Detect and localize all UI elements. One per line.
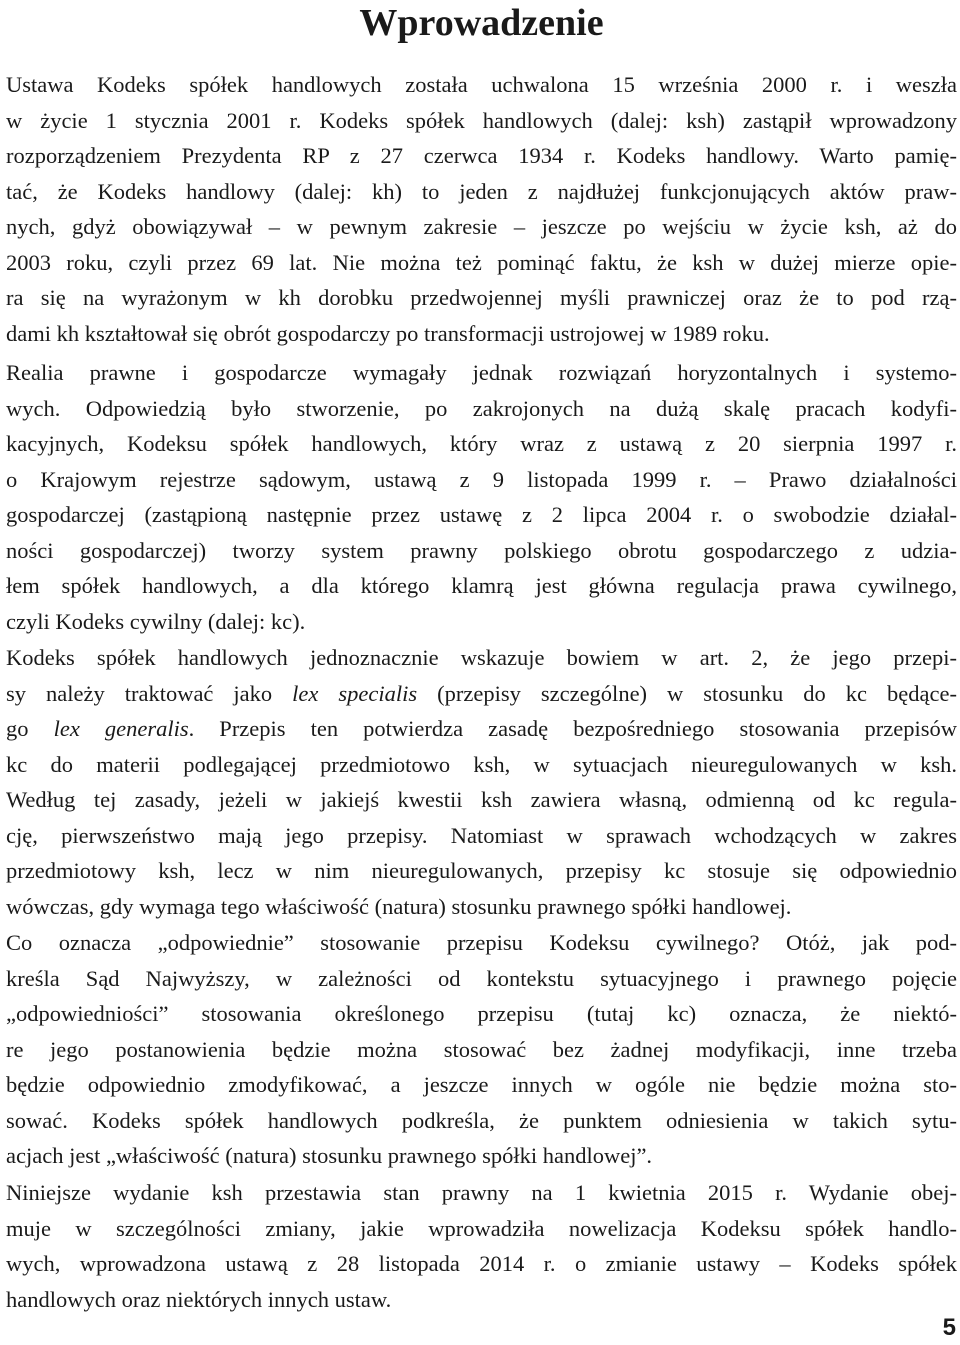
page-number: 5 <box>942 1314 956 1341</box>
text-line: kreśla Sąd Najwyższy, w zależności od kontekstu sytuacyjnego i prawnego pojęcie <box>6 965 957 991</box>
text-line: będzie odpowiednio zmodyfikować, a jeszcze innych w ogóle nie będzie można sto- <box>6 1072 957 1097</box>
document-page <box>6 0 957 1312</box>
text-line: muje w szczególności zmiany, jakie wprowadziła nowelizacja Kodeksu spółek handlo- <box>6 1215 957 1241</box>
text-line: nych, gdyż obowiązywał – w pewnym zakresie – jeszcze po wejściu w życie ksh, aż do <box>6 214 957 239</box>
text-line: łem spółek handlowych, a dla którego klamrą jest główna regulacja prawa cywilnego, <box>6 573 957 598</box>
text-line: Według tej zasady, jeżeli w jakiejś kwestii ksh zawiera własną, odmienną od kc regula- <box>6 787 957 812</box>
text-line: wówczas, gdy wymaga tego właściwość (natura) stosunku prawnego spółki handlowej. <box>6 893 792 919</box>
text-line: go lex generalis. Przepis ten potwierdza zasadę bezpośredniego stosowania przepisów <box>6 716 957 741</box>
text-line: Realia prawne i gospodarcze wymagały jednak rozwiązań horyzontalnych i systemo- <box>6 360 957 385</box>
paragraph-2 <box>6 355 957 639</box>
text-line: sować. Kodeks spółek handlowych podkreśla, że punktem odniesienia w takich sytu- <box>6 1107 957 1133</box>
text-line: rozporządzeniem Prezydenta RP z 27 czerwca 1934 r. Kodeks handlowy. Warto pamię- <box>6 143 957 168</box>
text-line: sy należy traktować jako lex specialis (przepisy szczególne) w stosunku do kc będące- <box>6 680 957 706</box>
text-line: „odpowiedniości” stosowania określonego przepisu (tutaj kc) oznacza, że niektó- <box>6 1001 957 1026</box>
text-line: ra się na wyrażonym w kh dorobku przedwojennej myśli prawniczej oraz że to pod rzą- <box>6 285 957 310</box>
paragraph-5 <box>6 1175 957 1317</box>
text-line: ności gospodarczej) tworzy system prawny polskiego obrotu gospodarczego z udzia- <box>6 537 957 563</box>
paragraph-4 <box>6 925 957 1174</box>
text-line: gospodarczej (zastąpioną następnie przez ustawę z 2 lipca 2004 r. o swobodzie działal- <box>6 502 957 527</box>
text-line: kacyjnych, Kodeksu spółek handlowych, który wraz z ustawą z 20 sierpnia 1997 r. <box>6 431 957 456</box>
text-line: acjach jest „właściwość (natura) stosunku prawnego spółki handlowej”. <box>6 1143 653 1168</box>
text-line: przedmiotowy ksh, lecz w nim nieuregulowanych, przepisy kc stosuje się odpowiednio <box>6 858 957 883</box>
text-line: 2003 roku, czyli przez 69 lat. Nie można też pominąć faktu, że ksh w dużej mierze opie- <box>6 249 957 275</box>
text-line: czyli Kodeks cywilny (dalej: kc). <box>6 608 306 634</box>
text-line: Niniejsze wydanie ksh przestawia stan prawny na 1 kwietnia 2015 r. Wydanie obej- <box>6 1180 957 1205</box>
text-line: wych. Odpowiedzią było stworzenie, po zakrojonych na dużą skalę pracach kodyfi- <box>6 395 957 421</box>
text-line: kc do materii podlegającej przedmiotowo ksh, w sytuacjach nieuregulowanych w ksh. <box>6 751 957 777</box>
text-line: Co oznacza „odpowiednie” stosowanie przepisu Kodeksu cywilnego? Otóż, jak pod- <box>6 930 957 955</box>
text-line: handlowych oraz niektórych innych ustaw. <box>6 1286 392 1312</box>
text-line: o Krajowym rejestrze sądowym, ustawą z 9 listopada 1999 r. – Prawo działalności <box>6 466 957 492</box>
text-line: dami kh kształtował się obrót gospodarczy po transformacji ustrojowej w 1989 roku. <box>6 320 770 346</box>
text-line: Ustawa Kodeks spółek handlowych została uchwalona 15 września 2000 r. i weszła <box>6 72 957 97</box>
paragraph-1 <box>6 67 957 351</box>
text-line: wych, wprowadzona ustawą z 28 listopada 2014 r. o zmianie ustawy – Kodeks spółek <box>6 1251 957 1276</box>
text-line: w życie 1 stycznia 2001 r. Kodeks spółek handlowych (dalej: ksh) zastąpił wprowadzony <box>6 107 957 133</box>
text-line: tać, że Kodeks handlowy (dalej: kh) to jeden z najdłużej funkcjonujących aktów praw- <box>6 178 957 204</box>
text-line: re jego postanowienia będzie można stosować bez żadnej modyfikacji, inne trzeba <box>6 1036 957 1062</box>
page-title: Wprowadzenie <box>359 2 604 44</box>
paragraph-3 <box>6 640 957 924</box>
text-line: cję, pierwszeństwo mają jego przepisy. Natomiast w sprawach wchodzących w zakres <box>6 822 957 848</box>
text-line: Kodeks spółek handlowych jednoznacznie wskazuje bowiem w art. 2, że jego przepi- <box>6 645 957 670</box>
